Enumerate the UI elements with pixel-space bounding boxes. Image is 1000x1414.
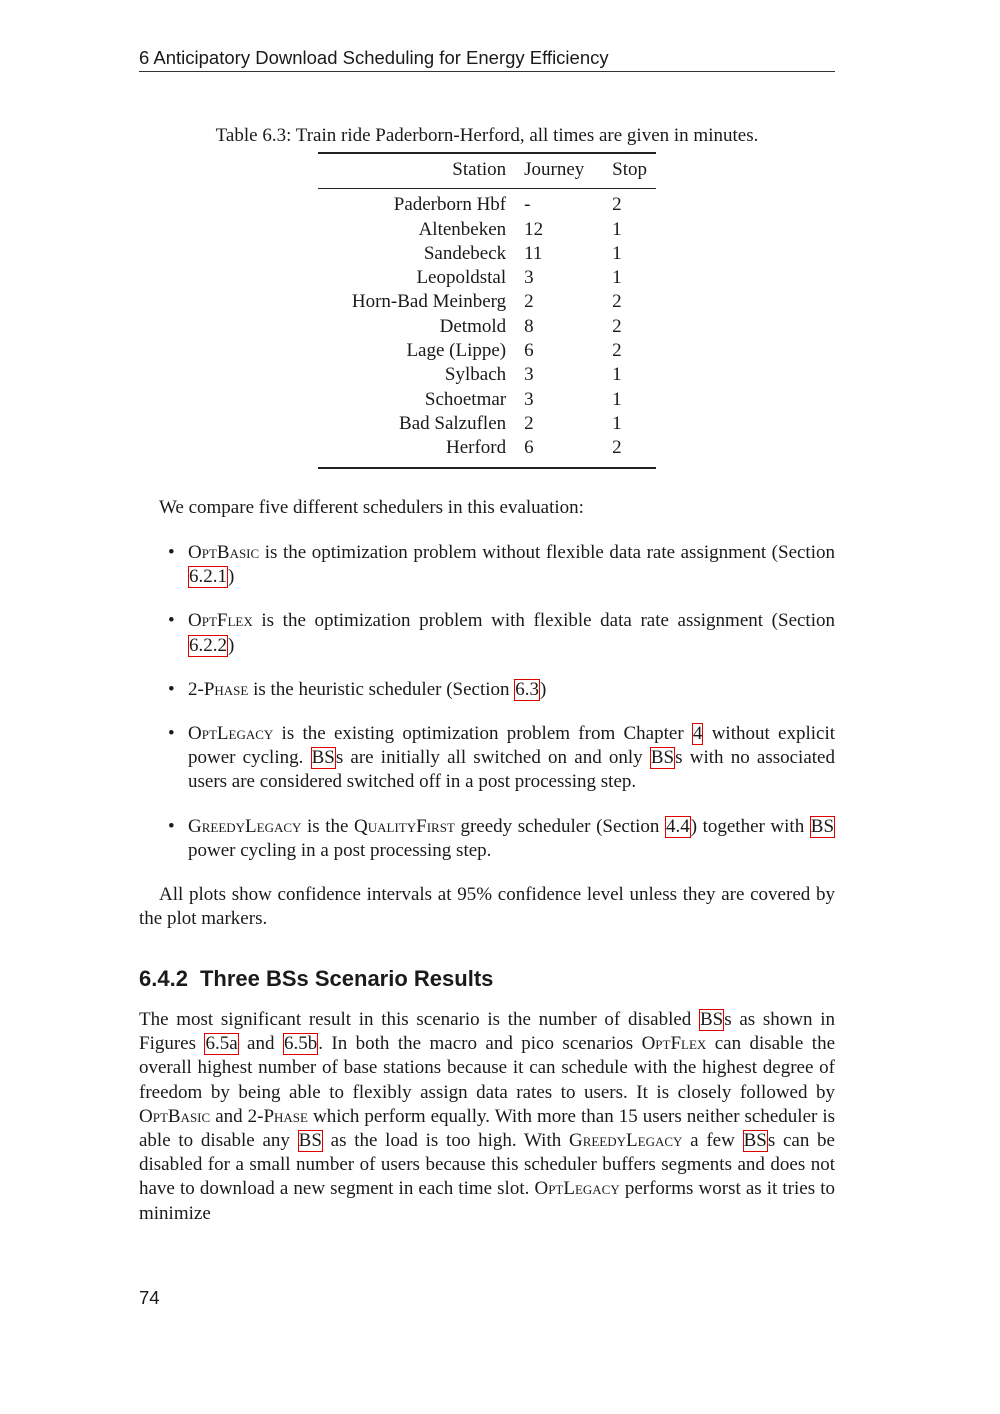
station-cell: Sandebeck (423, 242, 507, 264)
section-link-6-2-1[interactable]: 6.2.1 (189, 566, 227, 588)
paragraph-text: a few (682, 1130, 743, 1152)
journey-cell: 12 (524, 218, 544, 240)
list-text: is the existing optimization problem from Chapter (273, 723, 692, 745)
stop-cell: 1 (612, 218, 622, 240)
journey-cell: 6 (524, 340, 534, 362)
scheduler-name: OptLegacy (534, 1178, 620, 1200)
acronym-link-bs[interactable]: BS (650, 747, 675, 769)
column-header-stop: Stop (603, 153, 656, 189)
journey-cell: 6 (524, 437, 534, 459)
table-row (318, 412, 656, 436)
section-link-6-3[interactable]: 6.3 (515, 678, 540, 700)
journey-cell: 8 (524, 315, 534, 337)
paragraph-text: s as shown in Figures (139, 1009, 835, 1055)
acronym-link-bs[interactable]: BS (311, 747, 335, 769)
stop-cell: 1 (612, 412, 622, 434)
list-text: ) (540, 678, 547, 700)
list-text: without explicit power cycling. (188, 723, 835, 769)
list-item-2-phase (188, 678, 835, 702)
list-text: s are initially all switched on and only (335, 747, 650, 769)
table-row (318, 363, 656, 387)
paragraph-text: which perform equally. With more than 15 users neither scheduler is able to disable any (139, 1105, 835, 1152)
table-caption: Table 6.3: Train ride Paderborn-Herford, all times are given in minutes. (215, 125, 759, 146)
paragraph-text: can disable the overall highest number of base stations because it can schedule with the highest degree of freedom by being able to flexibly assign data rates to users. It is closely followed by (139, 1033, 835, 1103)
train-ride-table (318, 152, 656, 469)
journey-cell: 3 (524, 388, 534, 410)
scheduler-name: OptLegacy (188, 723, 274, 745)
scheduler-name: QualityFirst (354, 815, 455, 837)
page-number: 74 (139, 1287, 160, 1308)
running-header: 6 Anticipatory Download Scheduling for Energy Efficiency (139, 46, 835, 72)
paragraph-text: and (238, 1033, 283, 1055)
figure-link-6-5b[interactable]: 6.5b (283, 1033, 318, 1055)
list-text: is the optimization problem with flexible data rate assignment (Section (252, 610, 835, 632)
table-row (318, 315, 656, 339)
section-link-6-2-2[interactable]: 6.2.2 (189, 634, 227, 656)
station-cell: Horn-Bad Meinberg (351, 291, 507, 313)
scheduler-name: GreedyLegacy (188, 815, 302, 837)
acronym-link-bs[interactable]: BS (298, 1130, 322, 1152)
table-row (318, 218, 656, 242)
stop-cell: 1 (612, 242, 622, 264)
scheduler-name: Phase (263, 1105, 308, 1127)
journey-cell: 3 (524, 364, 534, 386)
list-text: is the heuristic scheduler (Section (248, 678, 515, 700)
station-cell: Sylbach (444, 364, 507, 386)
chapter-link-4[interactable]: 4 (692, 723, 703, 745)
table-row (318, 290, 656, 314)
scheduler-name: Phase (203, 678, 249, 700)
stop-cell: 1 (612, 364, 622, 386)
scheduler-name: OptFlex (188, 610, 253, 632)
list-item-optbasic (188, 541, 835, 589)
plots-note-paragraph: All plots show confidence intervals at 95% confidence level unless they are covered by the plot markers. (139, 884, 835, 930)
station-cell: Paderborn Hbf (393, 194, 507, 216)
stop-cell: 2 (612, 437, 622, 459)
scheduler-name: OptBasic (139, 1105, 211, 1127)
table-row (318, 189, 656, 218)
paragraph-text: and 2- (210, 1105, 264, 1127)
list-text: is the optimization problem without flexible data rate assignment (Section (259, 542, 835, 563)
intro-paragraph: We compare five different schedulers in this evaluation: (159, 497, 584, 518)
acronym-link-bs[interactable]: BS (743, 1130, 767, 1152)
section-link-4-4[interactable]: 4.4 (665, 815, 690, 837)
table-row (318, 266, 656, 290)
station-cell: Herford (446, 437, 507, 459)
scheduler-name: GreedyLegacy (568, 1130, 683, 1152)
paragraph-text: . In both the macro and pico scenarios (318, 1033, 642, 1055)
section-heading (139, 965, 835, 993)
list-text: ) (228, 634, 235, 656)
scheduler-name: OptBasic (188, 542, 260, 563)
stop-cell: 1 (612, 267, 622, 289)
stop-cell: 1 (612, 388, 622, 410)
table-row (318, 242, 656, 266)
stop-cell: 2 (612, 340, 622, 362)
list-text: s with no associated users are considered switched off in a post processing step. (188, 747, 835, 793)
table-row (318, 436, 656, 467)
journey-cell: 2 (524, 291, 534, 313)
table-header-row (318, 153, 656, 189)
station-cell: Altenbeken (418, 218, 507, 240)
table-row (318, 388, 656, 412)
acronym-link-bs[interactable]: BS (700, 1009, 724, 1030)
station-cell: Detmold (439, 315, 507, 337)
stop-cell: 2 (612, 291, 622, 313)
journey-cell: 3 (524, 267, 534, 289)
results-paragraph (139, 1008, 835, 1226)
scheduler-name: OptFlex (641, 1033, 707, 1055)
figure-link-6-5a[interactable]: 6.5a (205, 1033, 238, 1055)
station-cell: Leopoldstal (416, 267, 507, 289)
scheduler-list (188, 541, 835, 883)
list-text: is the (301, 815, 355, 837)
section-title: Three BSs Scenario Results (199, 966, 494, 991)
station-cell: Lage (Lippe) (406, 340, 507, 362)
station-cell: Bad Salzuflen (399, 412, 507, 434)
list-text: ) (228, 566, 235, 588)
stop-cell: 2 (612, 194, 622, 216)
journey-cell: 11 (524, 242, 543, 264)
column-header-journey: Journey (515, 153, 603, 189)
paragraph-text: s can be disabled for a small number of users because this scheduler buffers segments and does not have to download a new segment in each time slot. (139, 1130, 835, 1200)
scheduler-prefix: 2- (188, 678, 204, 700)
journey-cell: - (524, 194, 531, 216)
list-text: ) together with (690, 815, 810, 837)
acronym-link-bs[interactable]: BS (810, 815, 835, 837)
list-item-optflex (188, 609, 835, 657)
list-text: greedy scheduler (Section (454, 815, 665, 837)
list-item-greedylegacy (188, 815, 835, 863)
paragraph-text: The most significant result in this scenario is the number of disabled (139, 1009, 699, 1030)
list-text: power cycling in a post processing step. (188, 839, 492, 861)
paragraph-text: as the load is too high. With (322, 1130, 569, 1152)
section-number: 6.4.2 (139, 966, 188, 991)
stop-cell: 2 (612, 315, 622, 337)
journey-cell: 2 (524, 412, 534, 434)
list-item-optlegacy (188, 722, 835, 795)
table-row (318, 339, 656, 363)
station-cell: Schoetmar (424, 388, 507, 410)
column-header-station: Station (318, 153, 515, 189)
paragraph-text: performs worst as it tries to minimize (139, 1178, 835, 1224)
